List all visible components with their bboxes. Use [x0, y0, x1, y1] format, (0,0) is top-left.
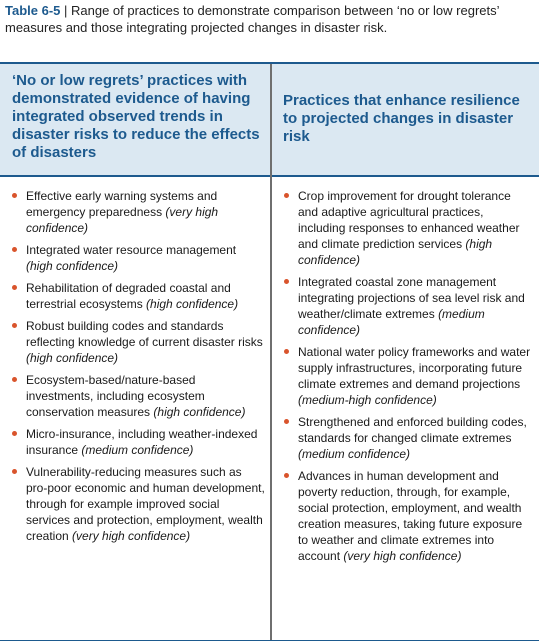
bullet-icon [12, 193, 17, 198]
item-text: Effective early warning systems and emergency preparedness [26, 189, 218, 219]
list-item [283, 468, 531, 564]
list-item [283, 414, 531, 462]
item-text: Vulnerability-reducing measures such as pro-poor economic and human development, through for example improved social services and protection, employment, wealth creation [26, 465, 265, 543]
confidence-level: (high confidence) [26, 351, 119, 365]
item-text: National water policy frameworks and water supply infrastructures, incorporating future climate extremes and demand projections [298, 345, 531, 391]
item-text: Rehabilitation of degraded coastal and terrestrial ecosystems [26, 281, 231, 311]
caption-text: Range of practices to demonstrate comparison between ‘no or low regrets’ measures and those integrating projected changes in disaster risk. [5, 3, 500, 35]
bullet-icon [284, 473, 289, 478]
header-projected-resilience: Practices that enhance resilience to projected changes in disaster risk [283, 92, 520, 145]
item-text: Integrated coastal zone management integrating projections of sea level risk and weather/climate extremes [298, 275, 525, 321]
list-item [11, 426, 265, 458]
item-text: Advances in human development and poverty reduction, through, for example, social protection, employment, and wealth creation measures, taking future exposure to weather and climate extremes into account [298, 469, 523, 563]
bullet-icon [12, 469, 17, 474]
confidence-level: (high confidence) [26, 259, 119, 273]
header-no-regrets: ‘No or low regrets’ practices with demonstrated evidence of having integrated observed trends in disaster risks to reduce the effects of disasters [12, 72, 260, 161]
caption-separator: | [60, 3, 71, 18]
bullet-icon [12, 247, 17, 252]
bullet-icon [12, 323, 17, 328]
list-item [283, 344, 531, 408]
list-item [11, 464, 265, 544]
confidence-level: (very high confidence) [343, 549, 462, 563]
confidence-level: (medium-high confidence) [298, 393, 437, 407]
list-item [283, 274, 531, 338]
bullet-icon [12, 377, 17, 382]
bullet-icon [284, 349, 289, 354]
column-divider [270, 64, 272, 640]
list-item [283, 188, 531, 268]
list-item [11, 188, 265, 236]
item-text: Strengthened and enforced building codes, standards for changed climate extremes [298, 415, 527, 445]
no-regrets-list [11, 188, 265, 550]
table-caption [5, 2, 535, 36]
list-item [11, 242, 265, 274]
confidence-level: (high confidence) [146, 297, 239, 311]
item-text: Integrated water resource management [26, 243, 237, 257]
item-text: Robust building codes and standards reflecting knowledge of current disaster risks [26, 319, 263, 349]
bullet-icon [284, 279, 289, 284]
table-label: Table 6-5 [5, 3, 61, 18]
list-item [11, 318, 265, 366]
confidence-level: (medium confidence) [81, 443, 194, 457]
bullet-icon [12, 285, 17, 290]
item-text: Crop improvement for drought tolerance and adaptive agricultural practices, including responses to enhanced weather and climate prediction services [298, 189, 520, 251]
confidence-level: (very high confidence) [72, 529, 191, 543]
confidence-level: (high confidence) [298, 237, 493, 267]
confidence-level: (medium confidence) [298, 307, 485, 337]
projected-resilience-list [283, 188, 531, 570]
practices-table [0, 62, 539, 641]
list-item [11, 280, 265, 312]
bullet-icon [284, 193, 289, 198]
bullet-icon [284, 419, 289, 424]
bullet-icon [12, 431, 17, 436]
item-text: Micro-insurance, including weather-indexed insurance [26, 427, 258, 457]
item-text: Ecosystem-based/nature-based investments, including ecosystem conservation measures [26, 373, 205, 419]
confidence-level: (high confidence) [153, 405, 246, 419]
list-item [11, 372, 265, 420]
confidence-level: (medium confidence) [298, 447, 411, 461]
confidence-level: (very high confidence) [26, 205, 219, 235]
